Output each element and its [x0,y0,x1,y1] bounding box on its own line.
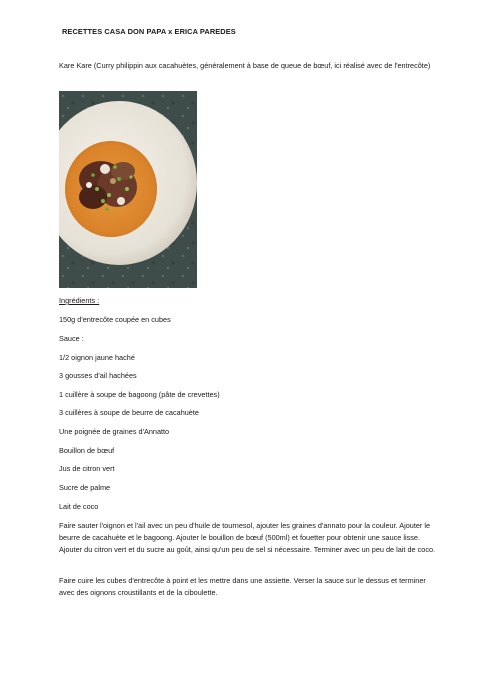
recipe-photo [59,91,197,288]
ingredient-item: Bouillon de bœuf [59,446,115,455]
ingredient-item: 3 gousses d'ail hachées [59,371,137,380]
ingredient-item: 1 cuillère à soupe de bagoong (pâte de crevettes) [59,390,220,399]
ingredient-item: 3 cuillères à soupe de beurre de cacahuète [59,408,199,417]
ingredient-item: Sauce : [59,334,84,343]
ingredient-item: Jus de citron vert [59,464,115,473]
recipe-photo-kare-kare-icon [59,91,197,288]
instruction-paragraph: Faire cuire les cubes d'entrecôte à point et les mettre dans une assiette. Verser la sauce sur le dessus et terminer avec des oignons croustillants et de la ciboulette. [59,576,426,598]
ingredient-item: 1/2 oignon jaune haché [59,353,135,362]
ingredients-header: Ingrédients : [59,296,100,305]
ingredient-item: Lait de coco [59,502,99,511]
recipe-intro: Kare Kare (Curry philippin aux cacahuètes, généralement à base de queue de bœuf, ici réalisé avec de l'entrecôte) [59,61,431,70]
ingredient-item: Une poignée de graines d'Annatto [59,427,170,436]
ingredient-item: 150g d'entrecôte coupée en cubes [59,315,171,324]
ingredient-item: Sucre de palme [59,483,111,492]
instruction-paragraph: Faire sauter l'oignon et l'ail avec un peu d'huile de tournesol, ajouter les graines d'annato pour la couleur. Ajouter le beurre de cacahuète et le bagoong. Ajouter le bouillon de bœuf (500ml) et fouetter pour obtenir une sauce lisse. Ajouter du citron vert et du sucre au goût, ainsi qu'un peu de sel si nécessaire. Terminer avec un peu de lait de coco. [59,521,436,555]
document-title: RECETTES CASA DON PAPA x ERICA PAREDES [62,27,236,36]
